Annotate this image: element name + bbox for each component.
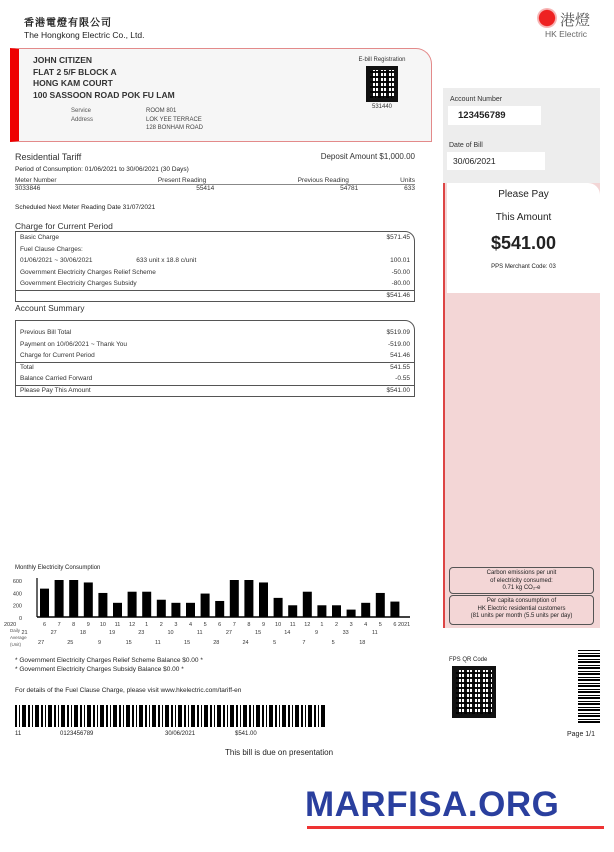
- end-year-label: 2021: [398, 622, 411, 628]
- barcode-fields: 11 0123456789 30/06/2021 $541.00: [15, 731, 257, 737]
- start-year-label: 2020: [4, 622, 17, 628]
- carbon-emissions-box: Carbon emissions per unit of electricity consumed: 0.71 kg CO₂-e: [449, 567, 594, 594]
- bar: [288, 605, 297, 617]
- ebill-label: E-bill Registration: [358, 57, 406, 63]
- consumption-period: Period of Consumption: 01/06/2021 to 30/06/2021 (30 Days): [15, 166, 189, 173]
- next-reading-date: Scheduled Next Meter Reading Date 31/07/2021: [15, 204, 156, 211]
- bar: [128, 592, 137, 617]
- daily-average-value: 11: [196, 630, 203, 636]
- vertical-barcode: [578, 650, 600, 723]
- x-tick-label: 6: [393, 622, 397, 628]
- daily-average-value: 15: [255, 630, 262, 636]
- customer-address: [33, 55, 175, 101]
- logo-en: HK Electric: [545, 29, 588, 39]
- amount-due: $541.00: [490, 233, 557, 253]
- account-number-label: Account Number: [450, 96, 503, 103]
- address-line: 100 SASSOON ROAD POK FU LAM: [33, 89, 175, 100]
- bar: [347, 610, 356, 617]
- ebill-qr-code-icon[interactable]: [366, 66, 398, 102]
- x-tick-label: 2: [334, 622, 339, 628]
- deposit-amount: Deposit Amount $1,000.00: [320, 152, 415, 161]
- bar: [186, 603, 195, 617]
- bar: [390, 602, 399, 617]
- bar: [244, 580, 253, 617]
- bar: [361, 603, 370, 617]
- x-tick-label: 1: [145, 622, 149, 628]
- x-tick-label: 4: [364, 622, 368, 628]
- charges-total: $541.46: [386, 292, 410, 300]
- bar: [171, 603, 180, 617]
- fuel-clause-note: For details of the Fuel Clause Charge, please visit www.hkelectric.com/tariff-en: [15, 687, 242, 694]
- bar: [201, 594, 210, 617]
- x-tick-label: 10: [275, 622, 282, 628]
- ebill-registration[interactable]: [347, 57, 417, 110]
- x-tick-label: 8: [247, 622, 251, 628]
- x-tick-label: 11: [289, 622, 296, 628]
- watermark-underline: [307, 826, 604, 829]
- address-line: HONG KAM COURT: [33, 78, 113, 88]
- bar: [98, 593, 107, 617]
- subsidy-balance-note: * Government Electricity Charges Subsidy Balance $0.00 *: [15, 666, 184, 673]
- daily-average-label: Daily: [10, 628, 21, 633]
- x-tick-label: 11: [114, 622, 121, 628]
- x-tick-label: 12: [129, 622, 136, 628]
- bar: [274, 598, 283, 617]
- address-panel: [10, 48, 432, 142]
- daily-average-value: 5: [331, 640, 335, 646]
- x-tick-label: 7: [232, 622, 236, 628]
- company-name-cn: 香港電燈有限公司: [24, 18, 112, 29]
- x-tick-label: 5: [378, 622, 382, 628]
- bar: [113, 603, 122, 617]
- bar: [142, 592, 151, 617]
- daily-average-value: 11: [372, 630, 378, 636]
- daily-average-value: 15: [184, 640, 191, 646]
- x-tick-label: 1: [320, 622, 324, 628]
- watermark-logo: MARFISA.ORG: [305, 785, 560, 824]
- daily-average-value: 9: [314, 630, 319, 636]
- x-tick-label: 7: [57, 622, 61, 628]
- x-tick-label: 3: [174, 622, 178, 628]
- service-address: ROOM 801 LOK YEE TERRACE 128 BONHAM ROAD: [146, 108, 204, 131]
- daily-average-value: 5: [273, 640, 277, 646]
- daily-average-value: 15: [125, 640, 132, 646]
- daily-average-value: 27: [225, 630, 232, 636]
- date-of-bill: 30/06/2021: [447, 152, 545, 170]
- summary-title: Account Summary: [15, 303, 85, 313]
- x-tick-label: 9: [86, 622, 90, 628]
- summary-row: Previous Bill Total $519.09: [20, 329, 410, 337]
- logo-emblem-icon: [537, 8, 557, 28]
- relief-balance-note: * Government Electricity Charges Relief Scheme Balance $0.00 *: [15, 657, 203, 664]
- daily-average-label: Average: [10, 635, 27, 640]
- y-tick-label: 400: [12, 591, 22, 598]
- date-of-bill-label: Date of Bill: [449, 142, 483, 149]
- daily-average-value: 25: [67, 640, 74, 646]
- pay-amount-box: [447, 183, 600, 293]
- page-number: Page 1/1: [567, 731, 596, 738]
- daily-average-value: 28: [213, 640, 220, 646]
- hk-electric-logo: [535, 6, 603, 42]
- bar: [230, 580, 239, 617]
- address-line: JOHN CITIZEN: [33, 55, 93, 65]
- y-tick-label: 600: [12, 579, 22, 585]
- x-tick-label: 10: [99, 622, 106, 628]
- charges-title: Charge for Current Period: [15, 221, 113, 231]
- daily-average-value: 27: [38, 640, 45, 646]
- ebill-code: 531440: [371, 104, 393, 110]
- daily-average-value: 18: [359, 640, 366, 646]
- bar: [215, 601, 224, 617]
- meter-values: 3033846 55414 54781 633: [15, 185, 415, 192]
- y-tick-label: 200: [12, 603, 22, 610]
- consumption-chart: [0, 572, 420, 664]
- bar: [84, 582, 93, 617]
- meter-header: Meter Number Present Reading Previous Reading Units: [15, 177, 415, 184]
- daily-average-value: 24: [242, 640, 249, 646]
- this-amount-label: This Amount: [495, 212, 552, 223]
- bar: [317, 605, 326, 617]
- company-name-en: The Hongkong Electric Co., Ltd.: [24, 30, 145, 40]
- fps-qr-code-icon[interactable]: [452, 666, 496, 718]
- charges-table: Basic Charge $571.45 Fuel Clause Charges: 01/06/2021 ~ 30/06/2021 633 unit x 18.8 c/unit 100.01 Government Electricity Charges Relief Scheme -50.00 Government Electricity Charges Subsidy -80.00 $541.46: [15, 231, 415, 302]
- address-line: FLAT 2 5/F BLOCK A: [33, 66, 117, 77]
- daily-average-label: (Unit): [10, 642, 21, 647]
- notes: [15, 656, 203, 674]
- service-address-label: Service Address: [71, 108, 94, 123]
- summary-row: Balance Carried Forward -0.55: [20, 375, 410, 383]
- bar: [376, 593, 385, 617]
- x-tick-label: 4: [188, 622, 193, 628]
- bar: [259, 582, 268, 617]
- x-tick-label: 12: [304, 622, 311, 628]
- tariff-section: [15, 152, 415, 397]
- bar: [332, 605, 341, 617]
- x-tick-label: 2: [159, 622, 163, 628]
- pps-merchant-code: PPS Merchant Code: 03: [491, 264, 556, 270]
- x-tick-label: 3: [349, 622, 353, 628]
- x-tick-label: 9: [261, 622, 266, 628]
- tariff-title: Residential Tariff: [15, 152, 82, 162]
- payment-barcode: [15, 705, 325, 727]
- daily-average-value: 11: [155, 640, 161, 646]
- summary-row: Total 541.55: [16, 362, 414, 374]
- daily-average-value: 33: [342, 630, 349, 636]
- daily-average-value: 23: [138, 630, 145, 636]
- bar: [69, 580, 78, 617]
- daily-average-value: 9: [97, 640, 102, 646]
- chart-title: Monthly Electricity Consumption: [15, 565, 101, 571]
- summary-row: Charge for Current Period 541.46: [20, 352, 410, 360]
- y-tick-label: 0: [18, 616, 22, 622]
- x-tick-label: 8: [72, 622, 76, 628]
- please-pay-label: Please Pay: [498, 189, 549, 200]
- fps-qr-label: FPS QR Code: [449, 657, 488, 663]
- summary-table: [15, 320, 415, 397]
- bar: [55, 580, 64, 617]
- x-tick-label: 5: [203, 622, 207, 628]
- due-notice: This bill is due on presentation: [225, 748, 334, 757]
- daily-average-value: 19: [109, 630, 116, 636]
- logo-cn: 港燈: [560, 12, 591, 29]
- x-tick-label: 6: [42, 622, 47, 628]
- summary-row: Payment on 10/06/2021 ~ Thank You -519.00: [20, 340, 410, 348]
- x-tick-label: 6: [218, 622, 222, 628]
- daily-average-value: 7: [302, 640, 306, 646]
- account-number: 123456789: [448, 106, 541, 125]
- summary-row: Please Pay This Amount $541.00: [16, 385, 414, 397]
- bar: [40, 589, 49, 617]
- daily-average-value: 18: [79, 630, 86, 636]
- daily-average-value: 21: [21, 630, 28, 636]
- daily-average-value: 14: [284, 630, 291, 636]
- daily-average-value: 27: [50, 630, 57, 636]
- daily-average-value: 10: [167, 630, 174, 636]
- bar: [303, 592, 312, 617]
- bar: [157, 600, 166, 617]
- per-capita-box: Per capita consumption of HK Electric residential customers (81 units per month (5.5 units per day): [449, 595, 594, 625]
